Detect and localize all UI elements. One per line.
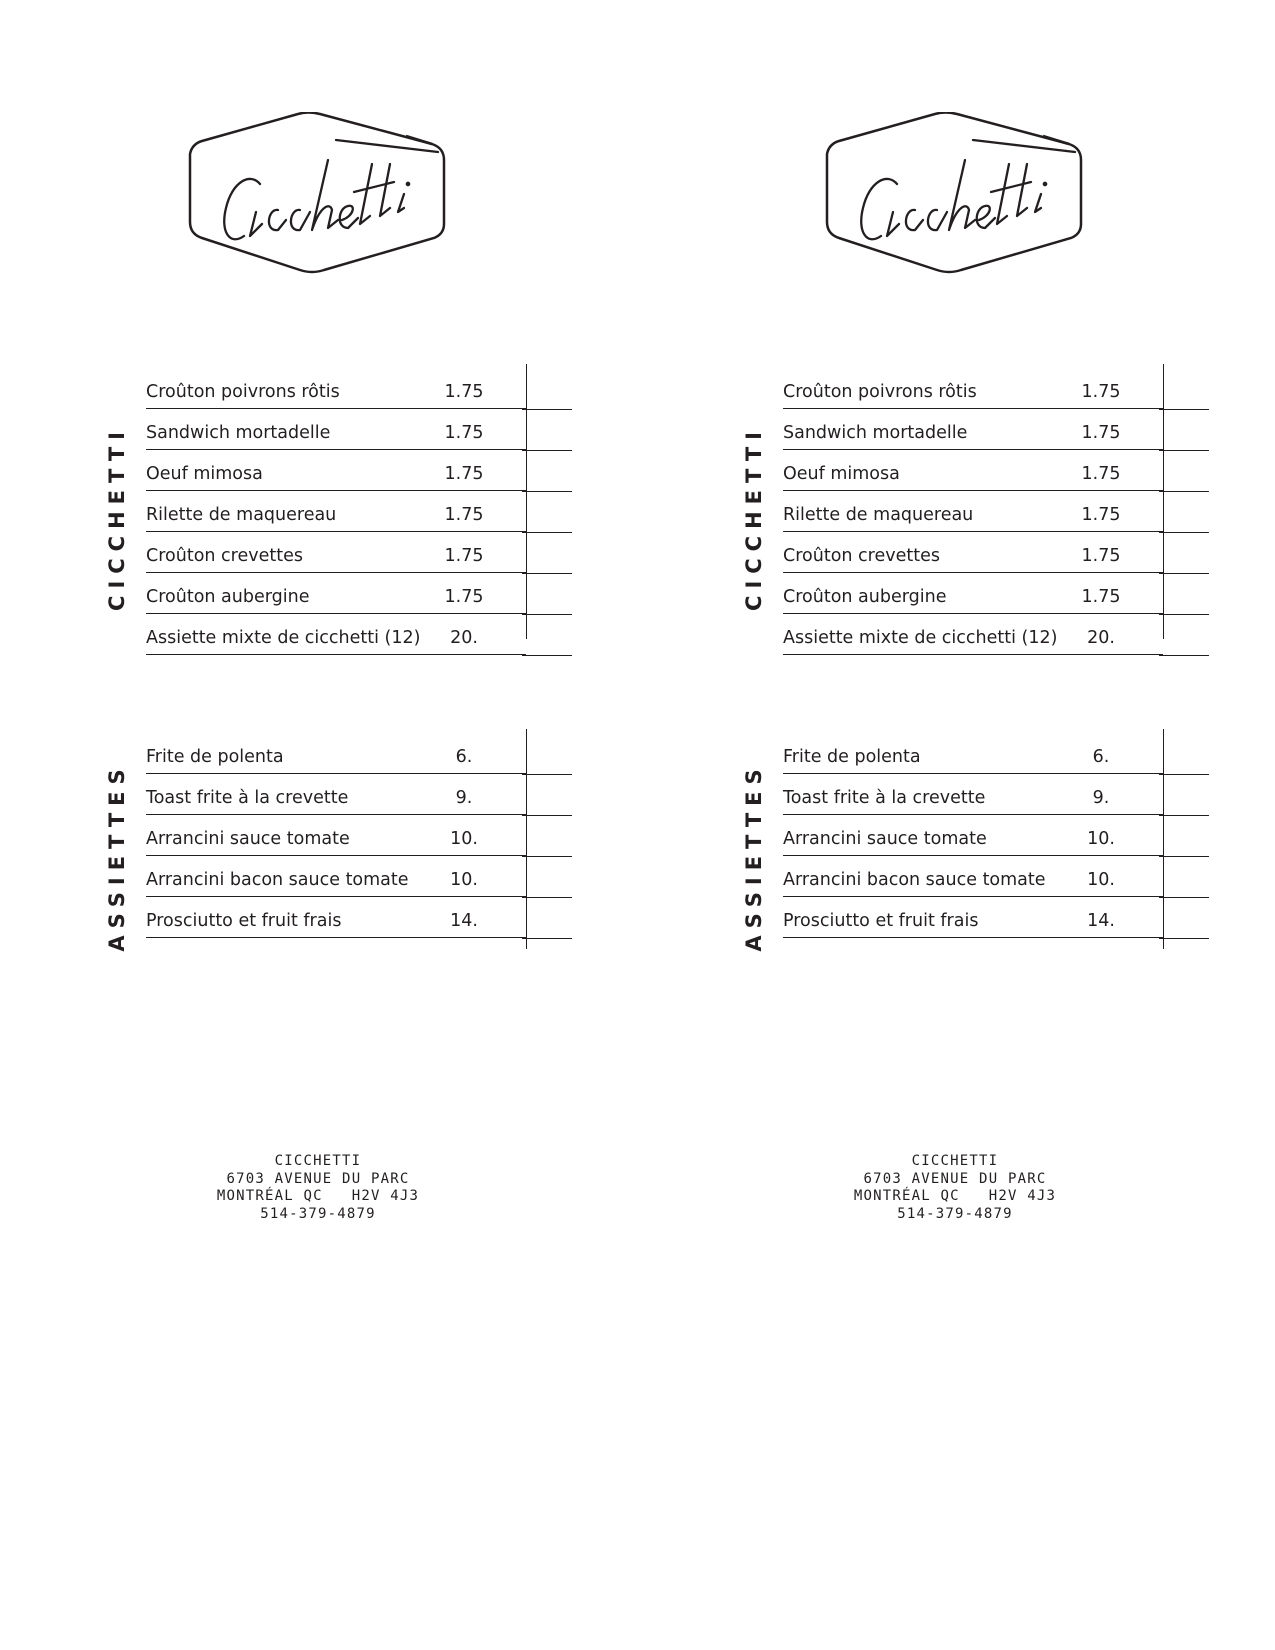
item-name: Prosciutto et fruit frais	[783, 911, 979, 931]
address-name: CICCHETTI	[274, 1153, 362, 1169]
list-item	[146, 368, 526, 409]
item-name: Frite de polenta	[783, 747, 921, 767]
list-item	[783, 409, 1163, 450]
item-name: Croûton poivrons rôtis	[783, 382, 977, 402]
quantity-line	[522, 532, 572, 533]
item-price: 1.75	[444, 587, 484, 607]
quantity-line	[1159, 491, 1209, 492]
address-phone: 514-379-4879	[897, 1205, 1013, 1222]
item-name: Sandwich mortadelle	[783, 423, 968, 443]
item-price: 1.75	[1081, 546, 1121, 566]
quantity-line	[522, 614, 572, 615]
list-item	[146, 774, 526, 815]
item-name: Croûton crevettes	[146, 546, 303, 566]
list-item	[783, 368, 1163, 409]
address-name: CICCHETTI	[911, 1153, 999, 1169]
item-list	[146, 368, 526, 655]
list-item	[146, 491, 526, 532]
menu-card-left: CICCHETTI Croûton poivrons rôtis 1.75 Sandwich mortadelle 1.75 Oeuf mimosa 1.75 Rilette de maquereau 1.75 Croûton crevettes 1.75 Croûton aubergine 1.75 Assiette mixte de cicchetti (12) 20. ASSIETTES Frite de polenta 6. Toast frite à la crevette 9. Arrancini sauce tomate 10. Arrancini bacon sauce tomate 10. Prosciutto et fruit frais 14. CICCHETTI 6703 AVENUE DU PARC MONTRÉAL QC H2V 4J3 514-379-4879	[0, 0, 637, 1650]
item-name: Oeuf mimosa	[783, 464, 900, 484]
item-name: Prosciutto et fruit frais	[146, 911, 342, 931]
list-item	[783, 856, 1163, 897]
column-divider	[1163, 364, 1164, 639]
list-item	[146, 614, 526, 655]
quantity-line	[522, 938, 572, 939]
quantity-line	[1159, 938, 1209, 939]
quantity-line	[522, 409, 572, 410]
list-item	[783, 733, 1163, 774]
list-item	[783, 614, 1163, 655]
address-phone: 514-379-4879	[260, 1205, 376, 1222]
item-name: Rilette de maquereau	[146, 505, 337, 525]
item-price: 1.75	[1081, 505, 1121, 525]
item-name: Sandwich mortadelle	[146, 423, 331, 443]
quantity-line	[522, 774, 572, 775]
item-name: Assiette mixte de cicchetti (12)	[146, 628, 421, 648]
item-name: Arrancini bacon sauce tomate	[146, 870, 409, 890]
item-price: 10.	[1087, 829, 1115, 849]
item-price: 1.75	[1081, 587, 1121, 607]
list-item	[146, 856, 526, 897]
item-name: Toast frite à la crevette	[783, 788, 986, 808]
item-price: 1.75	[444, 505, 484, 525]
list-item	[146, 897, 526, 938]
item-price: 9.	[455, 788, 473, 808]
item-price: 1.75	[444, 546, 484, 566]
item-price: 10.	[1087, 870, 1115, 890]
column-divider	[526, 364, 527, 639]
item-name: Oeuf mimosa	[146, 464, 263, 484]
quantity-line	[1159, 815, 1209, 816]
quantity-line	[1159, 409, 1209, 410]
item-price: 1.75	[1081, 423, 1121, 443]
item-price: 6.	[1092, 747, 1110, 767]
item-name: Croûton poivrons rôtis	[146, 382, 340, 402]
item-name: Toast frite à la crevette	[146, 788, 349, 808]
list-item	[783, 532, 1163, 573]
item-price: 10.	[450, 870, 478, 890]
item-list	[783, 368, 1163, 655]
list-item	[783, 573, 1163, 614]
item-price: 1.75	[444, 464, 484, 484]
item-price: 1.75	[1081, 382, 1121, 402]
quantity-line	[522, 573, 572, 574]
quantity-line	[522, 491, 572, 492]
list-item	[783, 774, 1163, 815]
quantity-line	[1159, 774, 1209, 775]
address-city: MONTRÉAL QC H2V 4J3	[216, 1188, 420, 1204]
item-price: 14.	[1087, 911, 1115, 931]
column-divider	[1163, 729, 1164, 949]
item-price: 1.75	[1081, 464, 1121, 484]
column-divider	[526, 729, 527, 949]
item-price: 14.	[450, 911, 478, 931]
quantity-line	[1159, 655, 1209, 656]
item-price: 1.75	[444, 382, 484, 402]
menu-card-right: CICCHETTI Croûton poivrons rôtis 1.75 Sandwich mortadelle 1.75 Oeuf mimosa 1.75 Rilette de maquereau 1.75 Croûton crevettes 1.75 Croûton aubergine 1.75 Assiette mixte de cicchetti (12) 20. ASSIETTES Frite de polenta 6. Toast frite à la crevette 9. Arrancini sauce tomate 10. Arrancini bacon sauce tomate 10. Prosciutto et fruit frais 14. CICCHETTI 6703 AVENUE DU PARC MONTRÉAL QC H2V 4J3 514-379-4879	[637, 0, 1274, 1650]
item-name: Assiette mixte de cicchetti (12)	[783, 628, 1058, 648]
quantity-line	[1159, 614, 1209, 615]
item-name: Arrancini sauce tomate	[783, 829, 987, 849]
list-item	[783, 815, 1163, 856]
quantity-line	[522, 897, 572, 898]
cicchetti-logo	[823, 112, 1087, 274]
item-list	[783, 733, 1163, 938]
item-name: Arrancini bacon sauce tomate	[783, 870, 1046, 890]
list-item	[146, 573, 526, 614]
quantity-line	[522, 655, 572, 656]
item-name: Frite de polenta	[146, 747, 284, 767]
list-item	[783, 491, 1163, 532]
item-price: 20.	[1087, 628, 1115, 648]
item-price: 10.	[450, 829, 478, 849]
list-item	[146, 409, 526, 450]
item-name: Croûton aubergine	[146, 587, 310, 607]
address-city: MONTRÉAL QC H2V 4J3	[853, 1188, 1057, 1204]
item-name: Croûton aubergine	[783, 587, 947, 607]
list-item	[783, 897, 1163, 938]
item-price: 6.	[455, 747, 473, 767]
address-street: 6703 AVENUE DU PARC	[863, 1170, 1047, 1187]
quantity-line	[1159, 856, 1209, 857]
item-price: 9.	[1092, 788, 1110, 808]
list-item	[146, 450, 526, 491]
address-street: 6703 AVENUE DU PARC	[226, 1170, 410, 1187]
quantity-line	[522, 856, 572, 857]
quantity-line	[1159, 450, 1209, 451]
quantity-line	[522, 815, 572, 816]
list-item	[783, 450, 1163, 491]
item-name: Rilette de maquereau	[783, 505, 974, 525]
item-name: Arrancini sauce tomate	[146, 829, 350, 849]
quantity-line	[1159, 532, 1209, 533]
cicchetti-logo	[186, 112, 450, 274]
item-price: 20.	[450, 628, 478, 648]
item-list	[146, 733, 526, 938]
restaurant-address	[833, 1153, 1077, 1223]
item-name: Croûton crevettes	[783, 546, 940, 566]
quantity-line	[1159, 573, 1209, 574]
restaurant-address	[196, 1153, 440, 1223]
list-item	[146, 532, 526, 573]
quantity-line	[522, 450, 572, 451]
list-item	[146, 815, 526, 856]
list-item	[146, 733, 526, 774]
quantity-line	[1159, 897, 1209, 898]
item-price: 1.75	[444, 423, 484, 443]
